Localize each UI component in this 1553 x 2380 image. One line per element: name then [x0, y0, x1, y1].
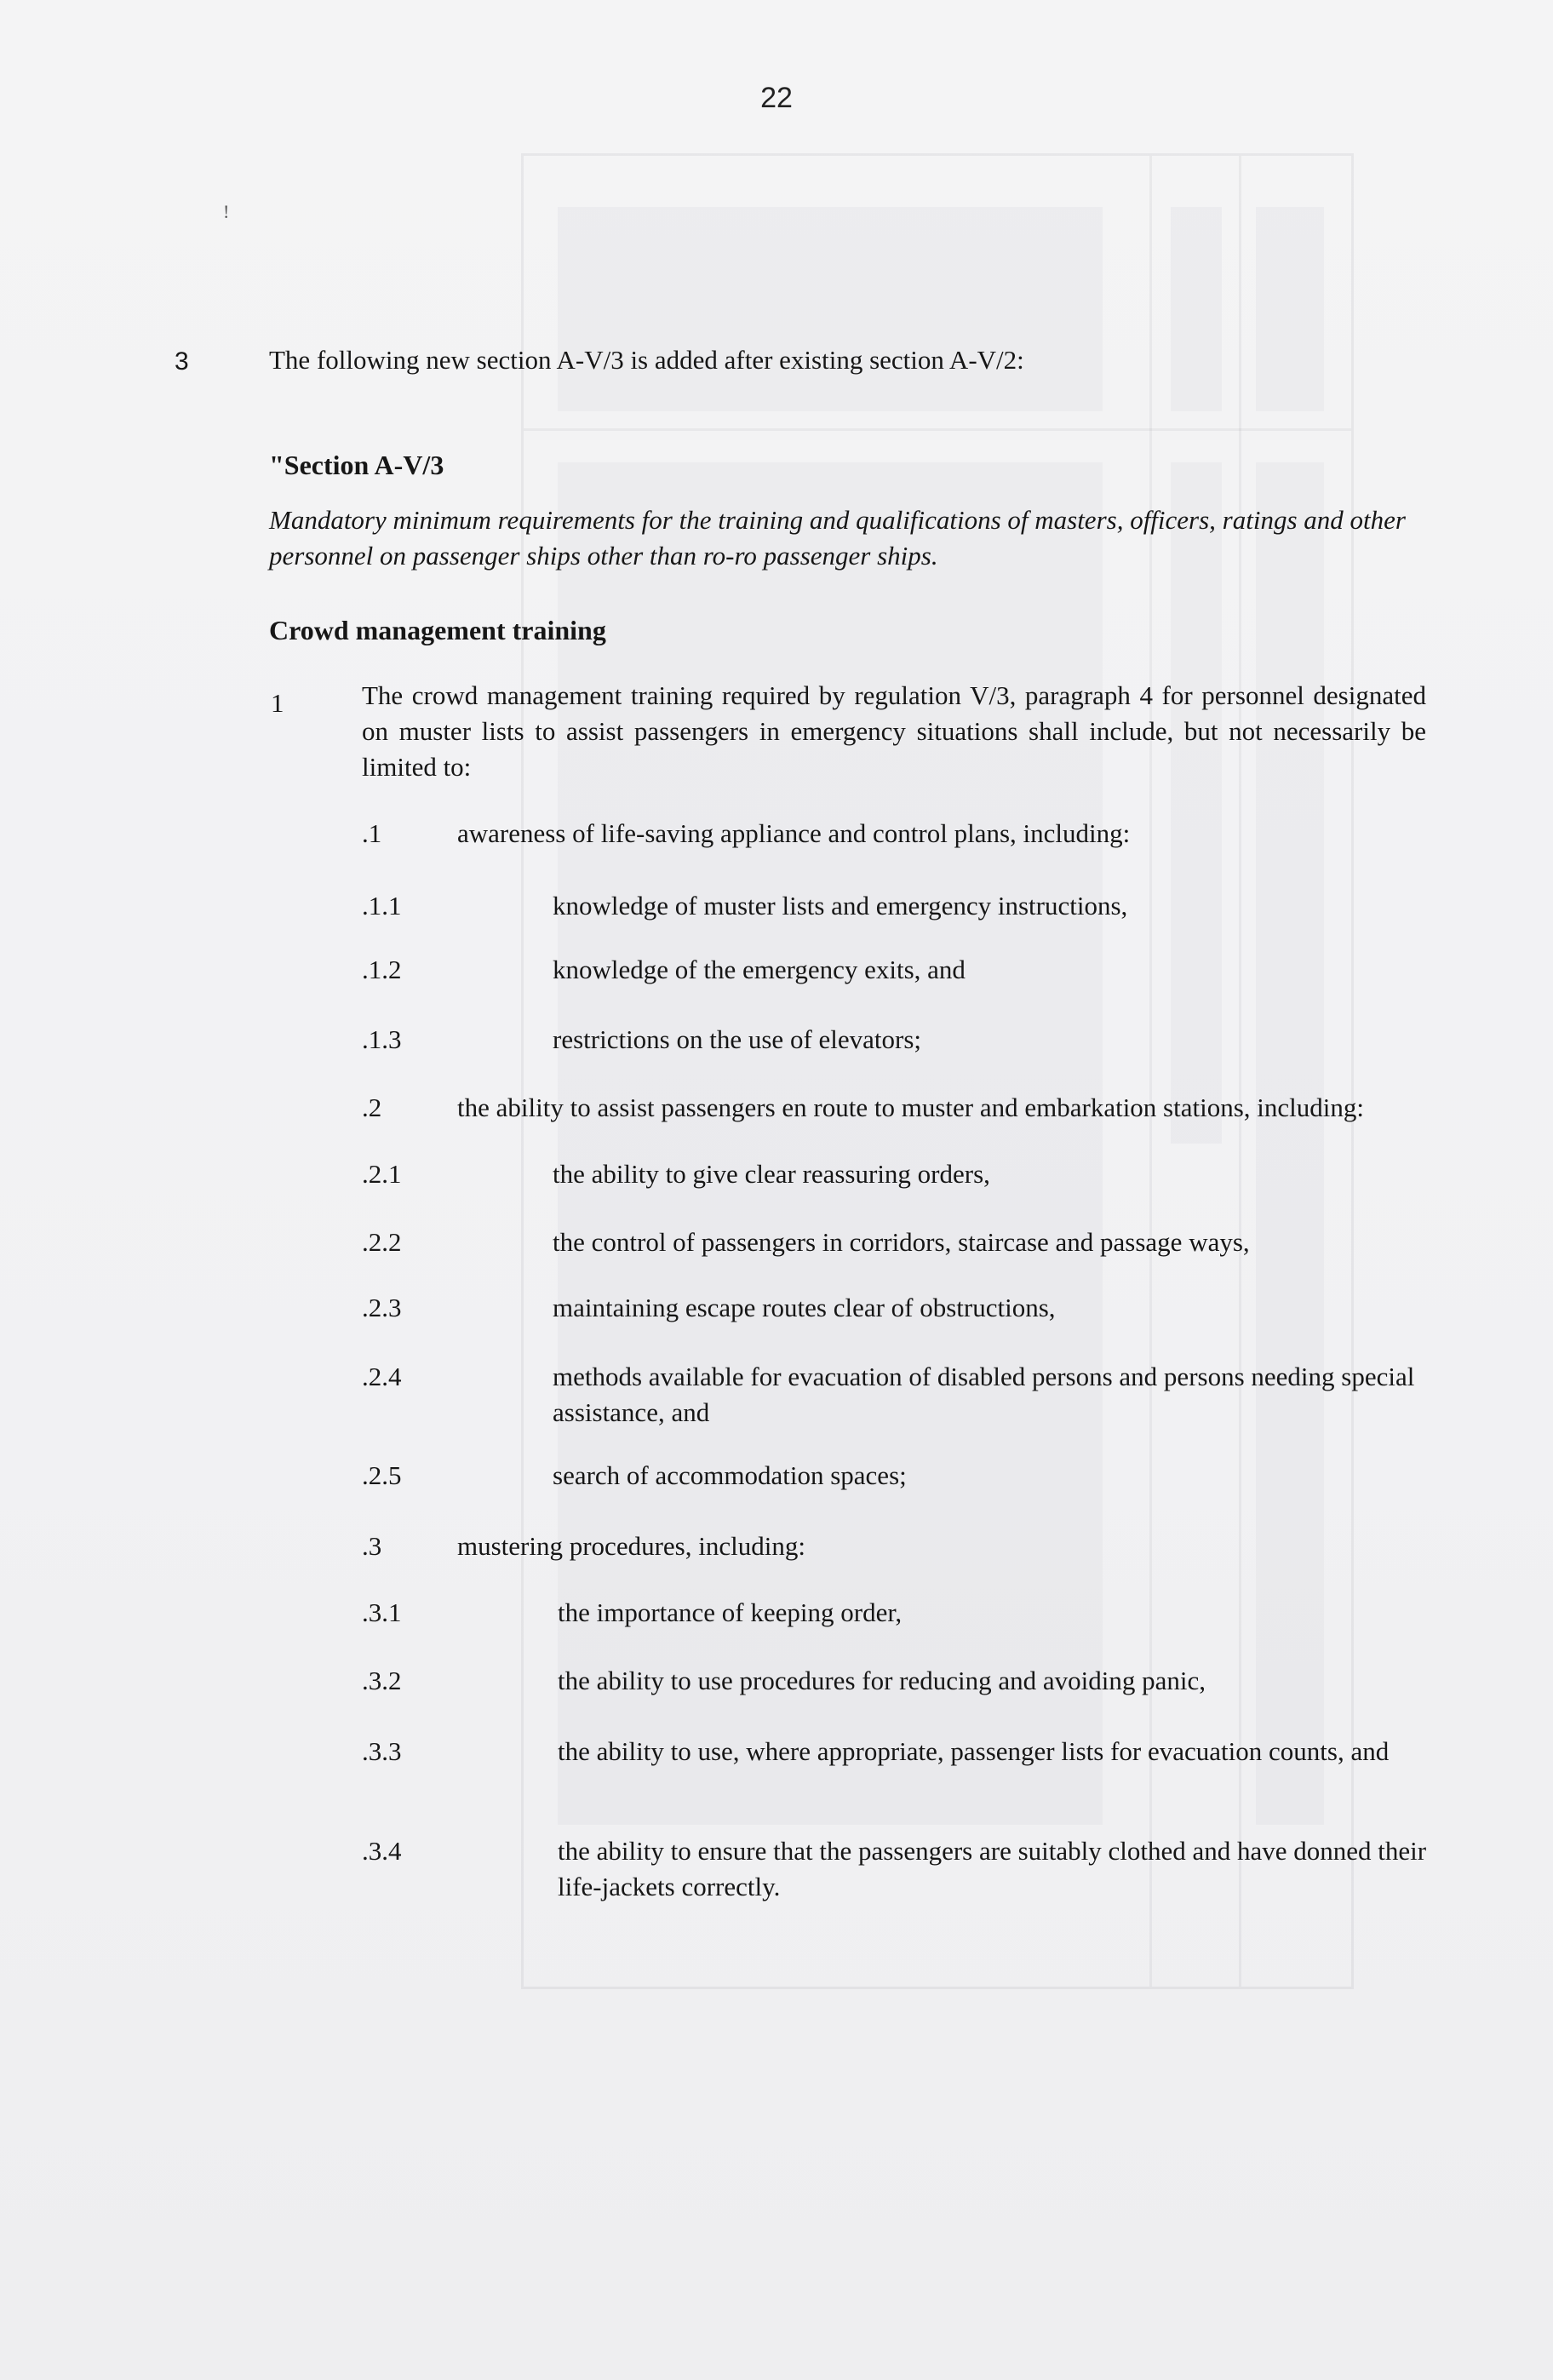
- list-item-text: restrictions on the use of elevators;: [553, 1024, 922, 1054]
- list-item-number: .3.1: [362, 1597, 402, 1627]
- intro-text: The following new section A-V/3 is added after existing section A-V/2:: [269, 345, 1024, 375]
- list-item-number: .3: [362, 1531, 382, 1561]
- list-item-number: .2.5: [362, 1460, 402, 1490]
- list-item-number: .2.4: [362, 1362, 402, 1391]
- list-item-text: the ability to ensure that the passengers are suitably clothed and have donned their life-jackets correctly.: [558, 1836, 1427, 1901]
- list-item-number: .2.3: [362, 1293, 402, 1322]
- list-item-text: the ability to use, where appropriate, passenger lists for evacuation counts, and: [558, 1736, 1390, 1766]
- list-item-number: .2: [362, 1093, 382, 1122]
- list-item-number: .3.2: [362, 1666, 402, 1695]
- item-number: 3: [175, 347, 189, 376]
- section-title: Mandatory minimum requirements for the training and qualifications of masters, officers, ratings and other personnel on passenger ships other than ro-ro passenger ships.: [269, 505, 1406, 571]
- page-number: 22: [760, 82, 793, 114]
- list-item-text: the ability to use procedures for reducing and avoiding panic,: [558, 1666, 1206, 1695]
- list-item-number: .1.1: [362, 891, 402, 920]
- list-item-text: knowledge of the emergency exits, and: [553, 955, 966, 984]
- subheading: Crowd management training: [269, 615, 606, 645]
- list-item-number: .3.3: [362, 1736, 402, 1766]
- list-item-text: mustering procedures, including:: [457, 1531, 805, 1561]
- show-through-table: [521, 153, 1354, 1989]
- list-item-number: .1: [362, 818, 382, 848]
- list-item-number: .1.3: [362, 1024, 402, 1054]
- paragraph-number: 1: [271, 688, 284, 718]
- list-item-text: the control of passengers in corridors, staircase and passage ways,: [553, 1227, 1250, 1257]
- list-item-text: the ability to give clear reassuring orders,: [553, 1159, 990, 1189]
- list-item-text: methods available for evacuation of disabled persons and persons needing special assistance, and: [553, 1362, 1415, 1427]
- section-heading: "Section A-V/3: [269, 450, 444, 480]
- list-item-text: search of accommodation spaces;: [553, 1460, 907, 1490]
- margin-mark: !: [223, 201, 230, 222]
- list-item-number: .1.2: [362, 955, 402, 984]
- list-item-number: .2.1: [362, 1159, 402, 1189]
- list-item-text: awareness of life-saving appliance and control plans, including:: [457, 818, 1131, 848]
- list-item-number: .3.4: [362, 1836, 402, 1866]
- paragraph-text: The crowd management training required by regulation V/3, paragraph 4 for personnel designated on muster lists to assist passengers in emergency situations shall include, but not necessarily be limited to:: [362, 680, 1426, 782]
- list-item-number: .2.2: [362, 1227, 402, 1257]
- list-item-text: the importance of keeping order,: [558, 1597, 903, 1627]
- list-item-text: knowledge of muster lists and emergency instructions,: [553, 891, 1128, 920]
- list-item-text: maintaining escape routes clear of obstructions,: [553, 1293, 1056, 1322]
- list-item-text: the ability to assist passengers en route to muster and embarkation stations, including:: [457, 1093, 1364, 1122]
